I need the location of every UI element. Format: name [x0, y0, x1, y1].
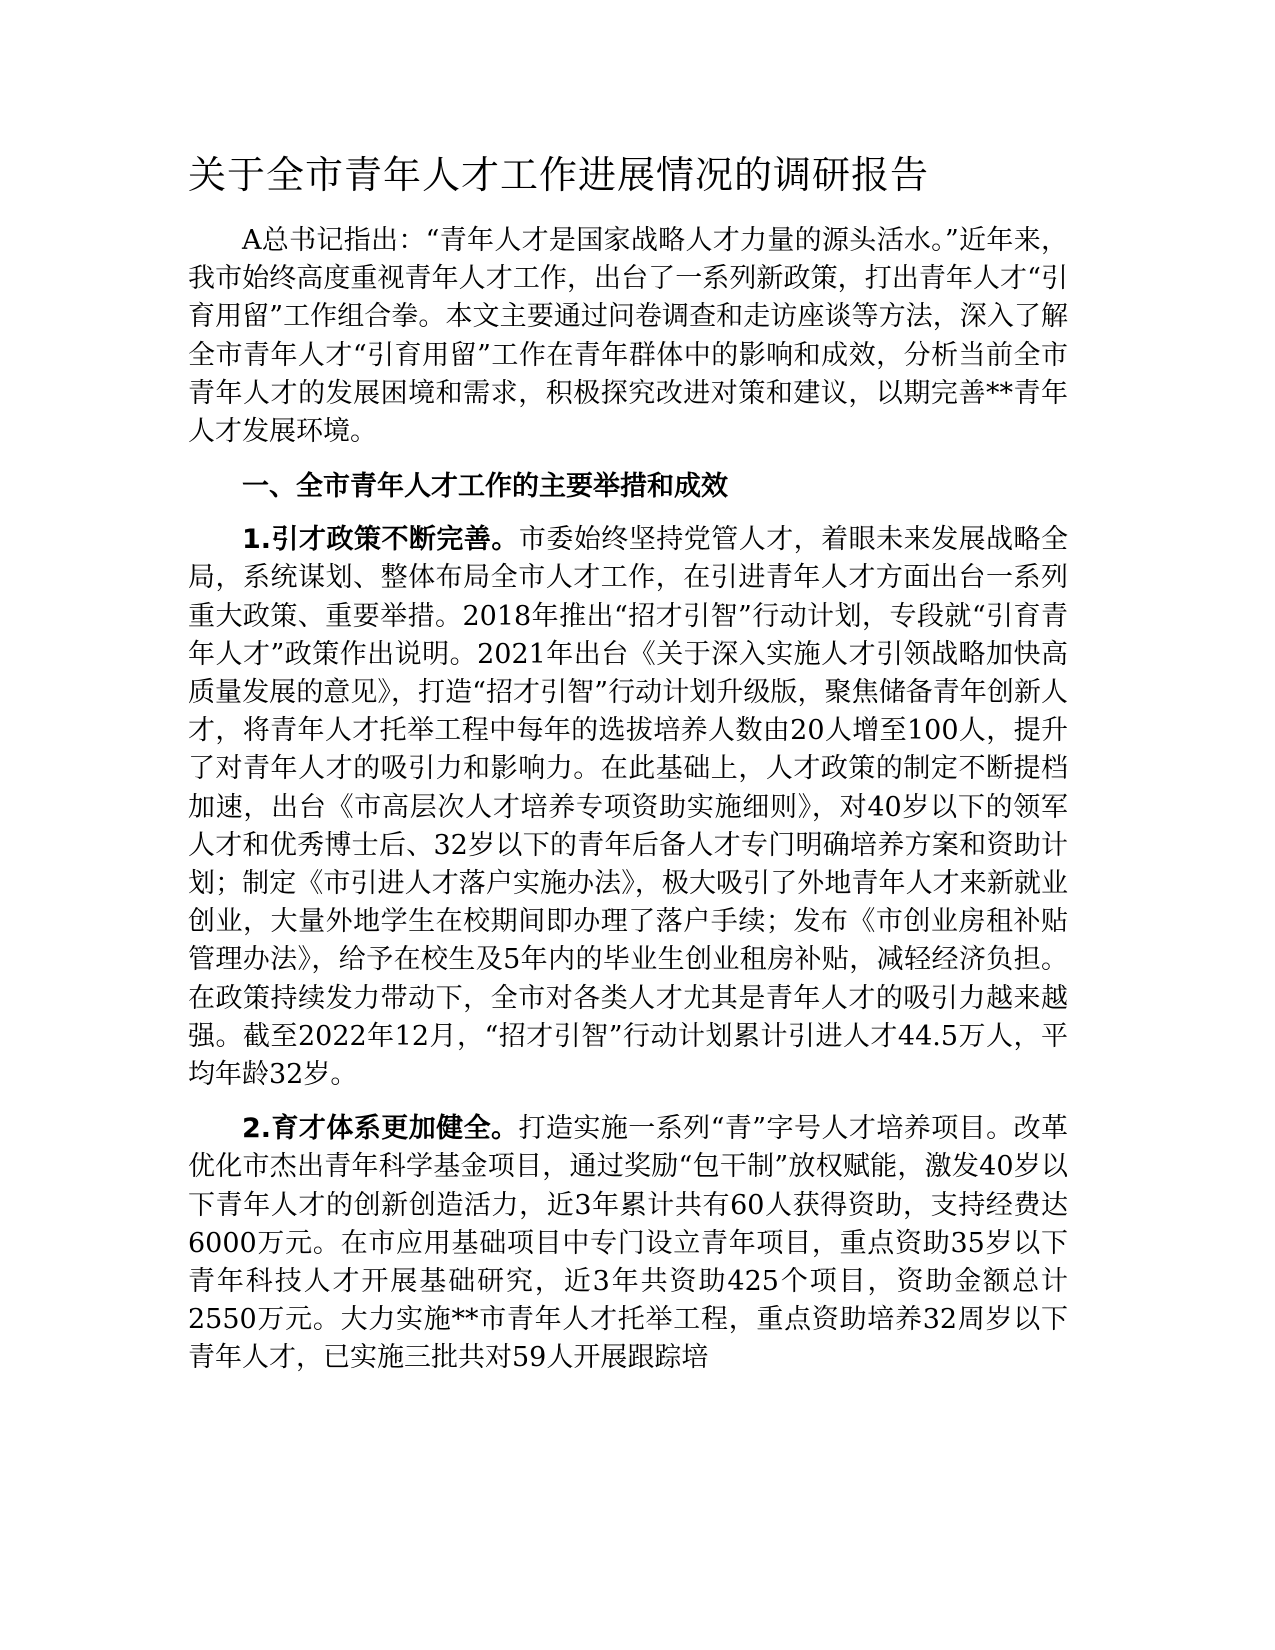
paragraph-item-2: [188, 1110, 1068, 1377]
document-body: [188, 148, 1068, 1378]
document-title: 关于全市青年人才工作进展情况的调研报告: [188, 153, 930, 197]
paragraph-text: 打造实施一系列“青”字号人才培养项目。改革优化市杰出青年科学基金项目，通过奖励“包干制”放权赋能，激发40岁以下青年人才的创新创造活力，近3年累计共有60人获得资助，支持经费达6000万元。在市应用基础项目中专门设立青年项目，重点资助35岁以下青年科技人才开展基础研究，近3年共资助425个项目，资助金额总计2550万元。大力实施**市青年人才托举工程，重点资助培养32周岁以下青年人才，已实施三批共对59人开展跟踪培: [188, 1113, 1069, 1374]
intro-paragraph: A总书记指出：“青年人才是国家战略人才力量的源头活水。”近年来，我市始终高度重视青年人才工作，出台了一系列新政策，打出青年人才“引育用留”工作组合拳。本文主要通过问卷调查和走访座谈等方法，深入了解全市青年人才“引育用留”工作在青年群体中的影响和成效，分析当前全市青年人才的发展困境和需求，积极探究改进对策和建议，以期完善**青年人才发展环境。: [188, 225, 1068, 448]
paragraph-lead: 2.育才体系更加健全。: [242, 1113, 519, 1145]
paragraph-item-1: [188, 521, 1068, 1094]
section-heading: 一、全市青年人才工作的主要举措和成效: [242, 471, 728, 503]
paragraph-lead: 1.引才政策不断完善。: [242, 524, 519, 556]
paragraph-text: 市委始终坚持党管人才，着眼未来发展战略全局，系统谋划、整体布局全市人才工作，在引进青年人才方面出台一系列重大政策、重要举措。2018年推出“招才引智”行动计划，专段就“引育青年人才”政策作出说明。2021年出台《关于深入实施人才引领战略加快高质量发展的意见》，打造“招才引智”行动计划升级版，聚焦储备青年创新人才，将青年人才托举工程中每年的选拔培养人数由20人增至100人，提升了对青年人才的吸引力和影响力。在此基础上，人才政策的制定不断提档加速，出台《市高层次人才培养专项资助实施细则》，对40岁以下的领军人才和优秀博士后、32岁以下的青年后备人才专门明确培养方案和资助计划；制定《市引进人才落户实施办法》，极大吸引了外地青年人才来新就业创业，大量外地学生在校期间即办理了落户手续；发布《市创业房租补贴管理办法》，给予在校生及5年内的毕业生创业租房补贴，减轻经济负担。在政策持续发力带动下，全市对各类人才尤其是青年人才的吸引力越来越强。截至2022年12月，“招才引智”行动计划累计引进人才44.5万人，平均年龄32岁。: [188, 524, 1069, 1091]
